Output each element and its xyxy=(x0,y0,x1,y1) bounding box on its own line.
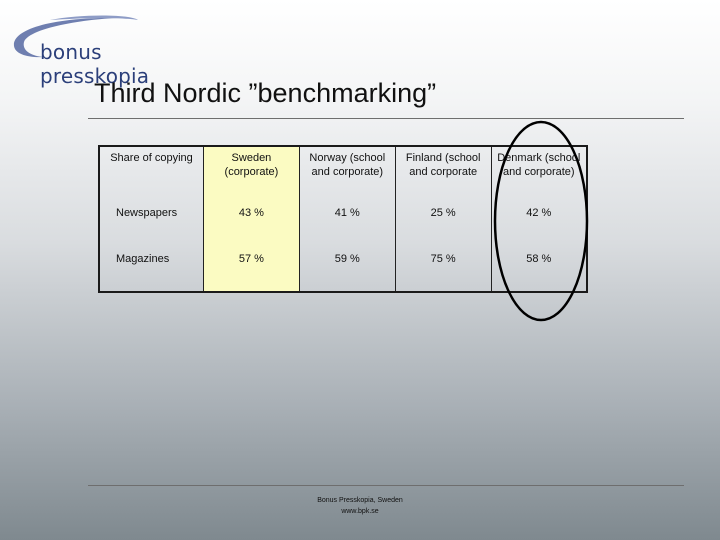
table-header-cell: Denmark (school and corporate) xyxy=(491,146,587,199)
table-cell: 58 % xyxy=(491,245,587,292)
footer-website: www.bpk.se xyxy=(341,508,379,515)
footer-divider xyxy=(88,485,684,486)
table-cell: 42 % xyxy=(491,199,587,245)
footer-company: Bonus Presskopia, Sweden xyxy=(317,497,403,504)
table-cell: 75 % xyxy=(395,245,491,292)
table-header-cell: Norway (school and corporate) xyxy=(299,146,395,199)
footer xyxy=(250,495,470,517)
title-divider xyxy=(88,118,684,119)
brand-logo xyxy=(10,12,210,88)
denmark-highlight-ellipse xyxy=(492,120,590,322)
slide-title: Third Nordic ”benchmarking” xyxy=(94,78,437,108)
table-cell: 43 % xyxy=(204,199,300,245)
row-label: Newspapers xyxy=(99,199,204,245)
table-cell: 59 % xyxy=(299,245,395,292)
table-cell: 57 % xyxy=(204,245,300,292)
row-label: Magazines xyxy=(99,245,204,292)
table-cell: 41 % xyxy=(299,199,395,245)
table-cell: 25 % xyxy=(395,199,491,245)
table-header-cell: Sweden (corporate) xyxy=(204,146,300,199)
table-header-cell: Finland (school and corporate xyxy=(395,146,491,199)
table-header-cell: Share of copying xyxy=(99,146,204,199)
logo-text: bonus presskopia xyxy=(40,40,150,88)
